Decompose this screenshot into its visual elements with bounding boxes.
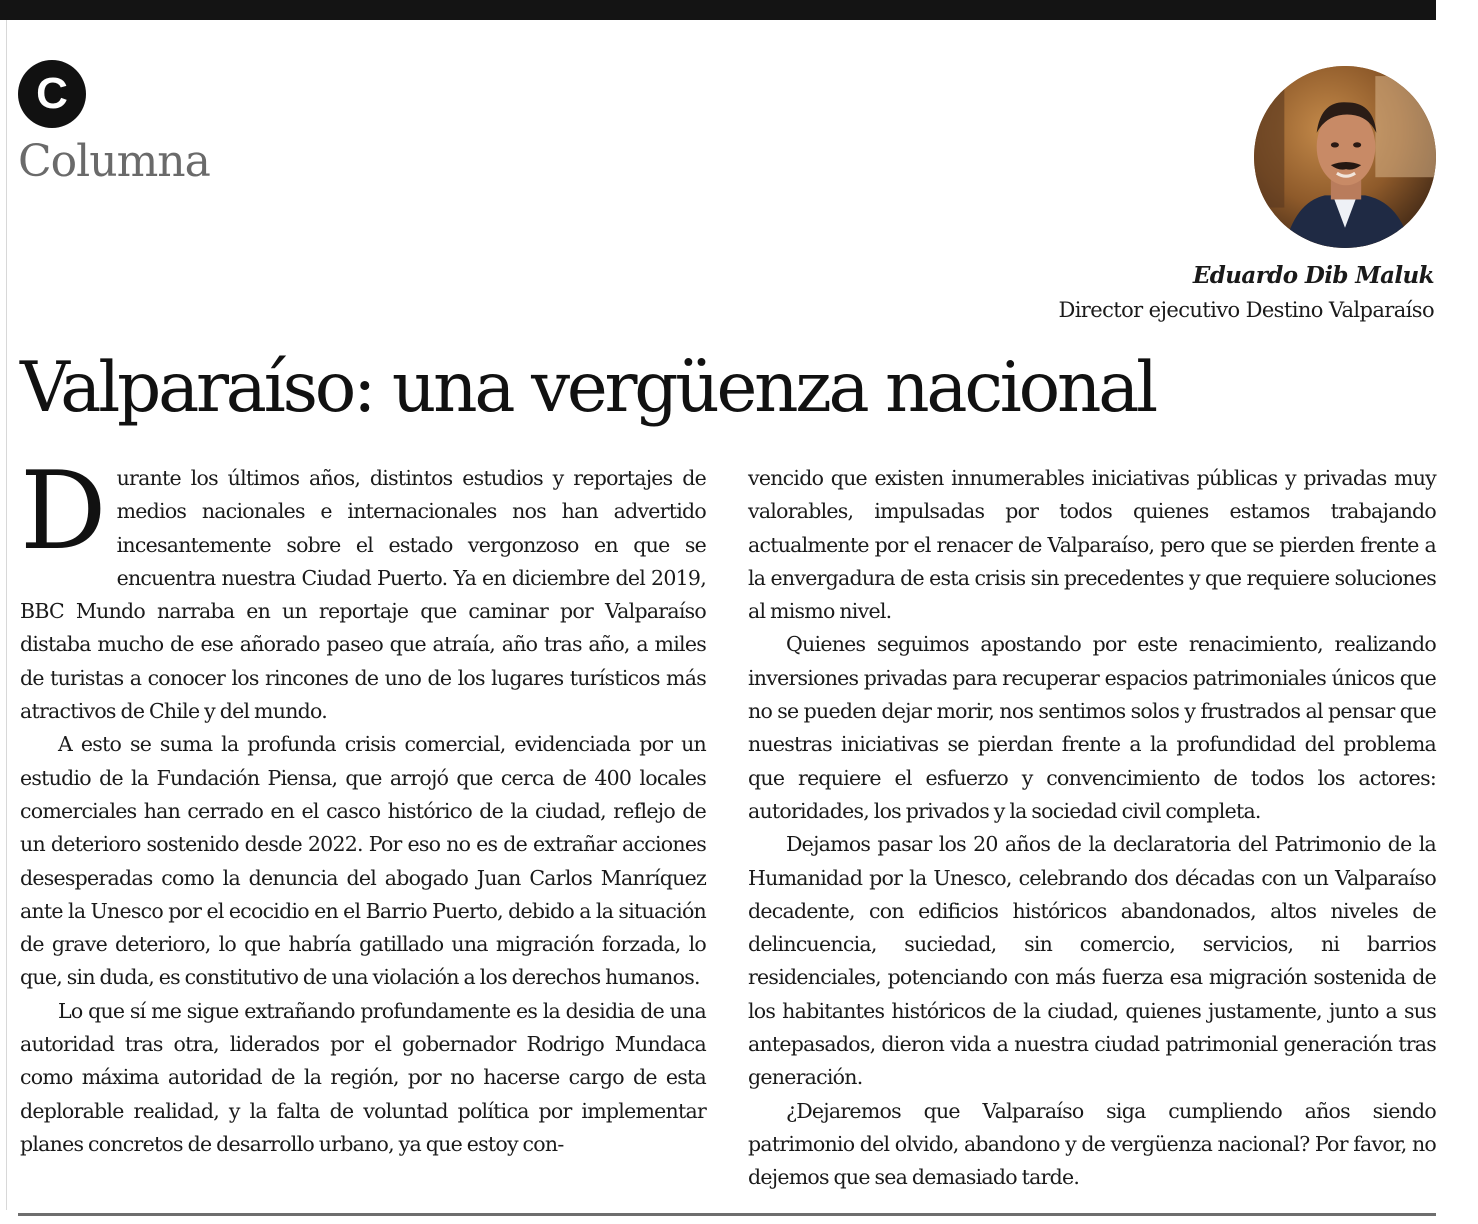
article-paragraph-4: Quienes seguimos apostando por este renacimiento, realizando inversiones privadas para recuperar espacios patrimoniales únicos que no se pueden dejar morir, nos sentimos solos y frustrados al pensar que nuestras iniciativas se pierdan frente a la profundidad del problema que requiere el esfuerzo y convencimiento de todos los actores: autoridades, los privados y la sociedad civil completa. bbox=[748, 632, 1436, 823]
drop-cap: D bbox=[20, 449, 107, 574]
top-rule bbox=[0, 0, 1436, 20]
author-photo bbox=[1254, 66, 1436, 248]
left-margin-rule bbox=[6, 20, 7, 1210]
section-badge-icon bbox=[18, 60, 86, 128]
section-badge-letter: C bbox=[36, 69, 68, 118]
author-name: Eduardo Dib Maluk bbox=[1192, 262, 1434, 289]
article-paragraph-3: Lo que sí me sigue extrañando profundamente es la desidia de una autoridad tras otra, liderados por el gobernador Rodrigo Mundaca como máxima autoridad de la región, por no hacerse cargo de esta deplorable realidad, y la falta de voluntad política por implementar planes concretos de desarrollo urbano, ya que estoy con- bbox=[20, 998, 706, 1156]
article-column-left bbox=[20, 449, 706, 1161]
article-column-right bbox=[748, 462, 1436, 1195]
article-headline: Valparaíso: una vergüenza nacional bbox=[20, 348, 1156, 428]
article-paragraph-3-continued: vencido que existen innumerables iniciativas públicas y privadas muy valorables, impulsadas por todos quienes estamos trabajando actualmente por el renacer de Valparaíso, pero que se pierden frente a la envergadura de esta crisis sin precedentes y que requiere soluciones al mismo nivel. bbox=[748, 466, 1436, 624]
article-paragraph-6: ¿Dejaremos que Valparaíso siga cumpliendo años siendo patrimonio del olvido, abandono y de vergüenza nacional? Por favor, no dejemos que sea demasiado tarde. bbox=[748, 1098, 1436, 1190]
author-portrait-image bbox=[1254, 66, 1436, 248]
bottom-rule bbox=[18, 1213, 1436, 1216]
paragraph-1-text: urante los últimos años, distintos estudios y reportajes de medios nacionales e internacionales nos han advertido incesantemente sobre el estado vergonzoso en que se encuentra nuestra Ciudad Puerto. Ya en diciembre del 2019, BBC Mundo narraba en un reportaje que caminar por Valparaíso distaba mucho de ese añorado paseo que atraía, año tras año, a miles de turistas a conocer los rincones de uno de los lugares turísticos más atractivos de Chile y del mundo. bbox=[20, 466, 706, 724]
article-paragraph-5: Dejamos pasar los 20 años de la declaratoria del Patrimonio de la Humanidad por la Unesco, celebrando dos décadas con un Valparaíso decadente, con edificios históricos abandonados, altos niveles de delincuencia, suciedad, sin comercio, servicios, ni barrios residenciales, potenciando con más fuerza esa migración sostenida de los habitantes históricos de la ciudad, quienes justamente, junto a sus antepasados, dieron vida a nuestra ciudad patrimonial generación tras generación. bbox=[748, 832, 1436, 1090]
article-paragraph-2: A esto se suma la profunda crisis comercial, evidenciada por un estudio de la Fundación Piensa, que arrojó que cerca de 400 locales comerciales han cerrado en el casco histórico de la ciudad, reflejo de un deterioro sostenido desde 2022. Por eso no es de extrañar acciones desesperadas como la denuncia del abogado Juan Carlos Manríquez ante la Unesco por el ecocidio en el Barrio Puerto, debido a la situación de grave deterioro, lo que habría gatillado una migración forzada, lo que, sin duda, es constitutivo de una violación a los derechos humanos. bbox=[20, 732, 706, 990]
article-paragraph-1 bbox=[20, 449, 706, 728]
author-role: Director ejecutivo Destino Valparaíso bbox=[1058, 298, 1434, 322]
section-label: Columna bbox=[18, 136, 210, 187]
